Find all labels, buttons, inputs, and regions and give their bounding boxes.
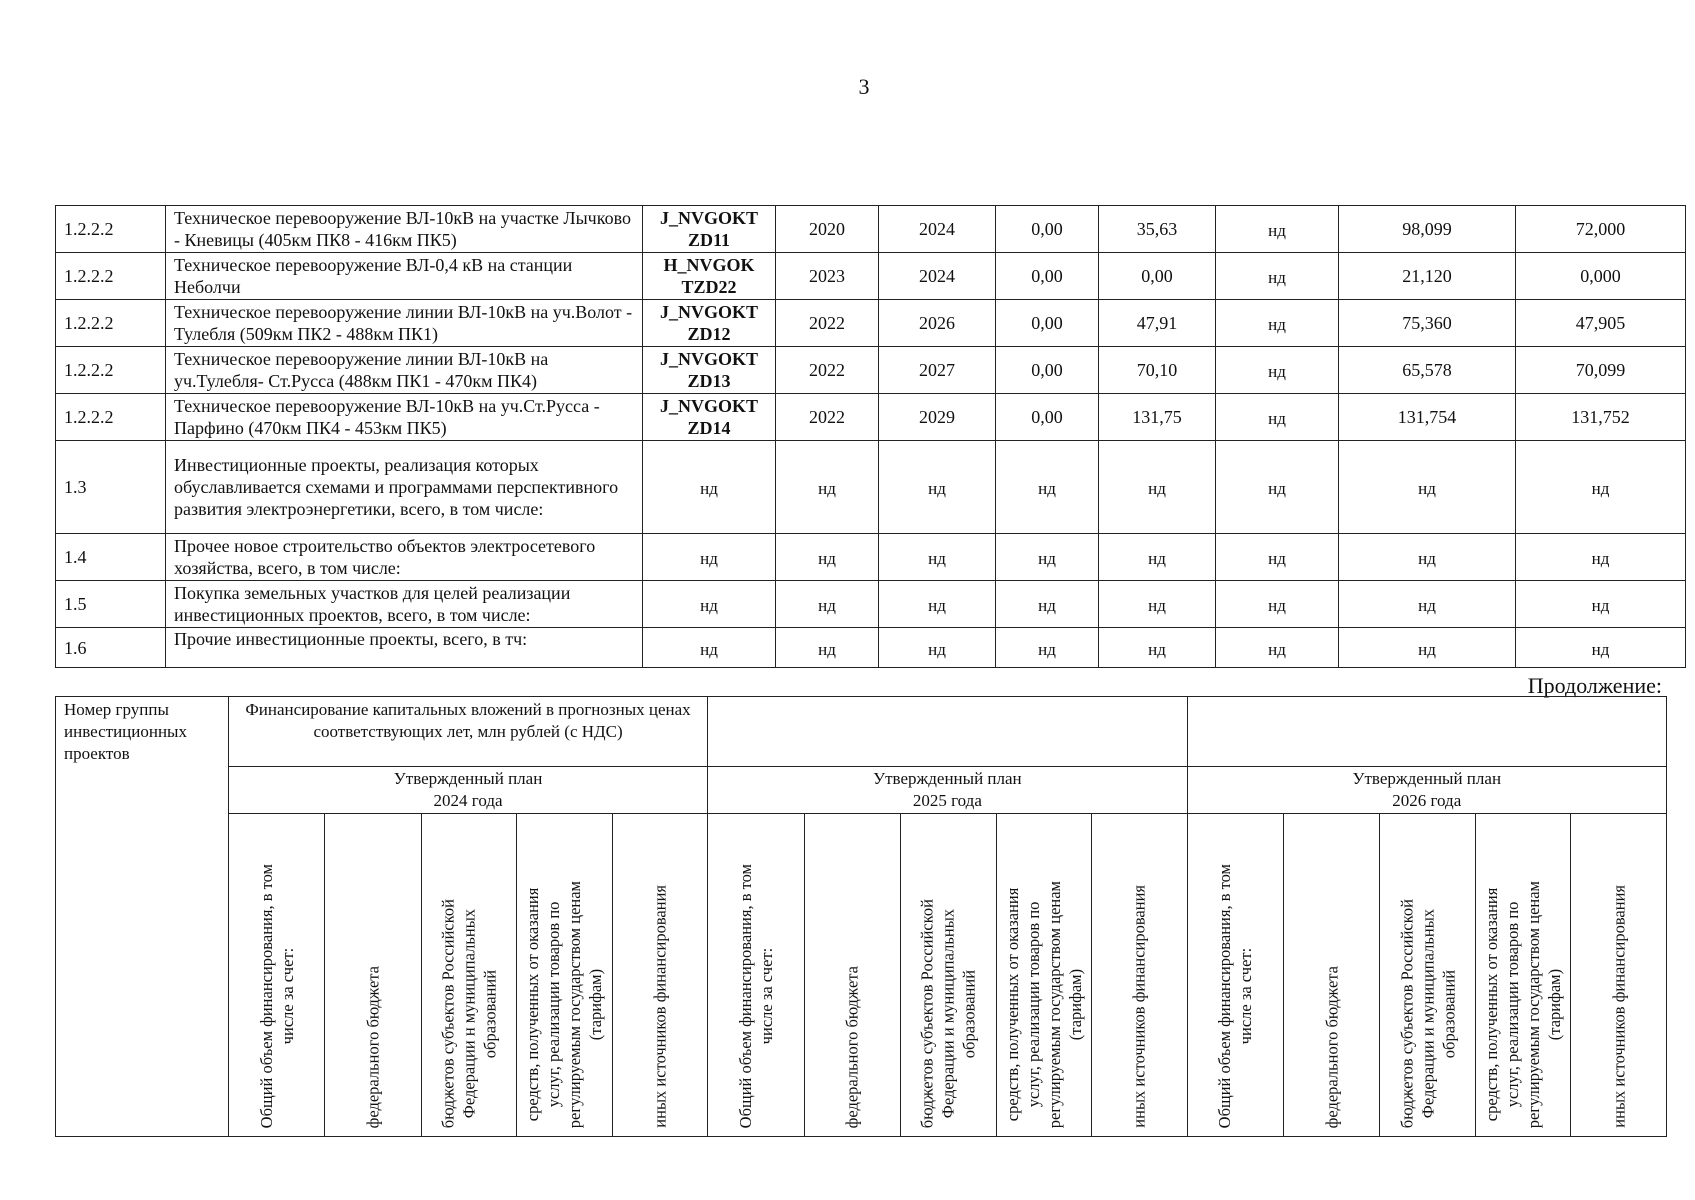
page-number: 3	[858, 74, 870, 99]
cell: 2022	[776, 347, 879, 394]
table-row	[56, 394, 1686, 441]
cell: нд	[643, 534, 776, 581]
cell: нд	[996, 628, 1099, 668]
cell: нд	[776, 581, 879, 628]
cell: нд	[776, 628, 879, 668]
cell: нд	[1216, 394, 1339, 441]
cell: 70,099	[1516, 347, 1686, 394]
project-name: Техническое перевооружение ВЛ-10кВ на участке Лычково - Кневицы (405км ПК8 - 416км ПК5)	[166, 206, 643, 253]
column-header: бюджетов субъектов Российской Федерации и муниципальных образований	[901, 814, 996, 1137]
cell: нд	[1216, 253, 1339, 300]
cell: нд	[879, 441, 996, 534]
cell: нд	[643, 628, 776, 668]
cell: 0,00	[1099, 253, 1216, 300]
financing-header: Финансирование капитальных вложений в прогнозных ценах соответствующих лет, млн рублей (с НДС)	[228, 697, 707, 767]
project-name: Прочее новое строительство объектов электросетевого хозяйства, всего, в том числе:	[166, 534, 643, 581]
empty-header	[1187, 697, 1666, 767]
cell: нд	[1099, 628, 1216, 668]
cell: 0,00	[996, 206, 1099, 253]
cell: нд	[996, 534, 1099, 581]
cell: нд	[1516, 581, 1686, 628]
column-header: средств, полученных от оказания услуг, реализации товаров по регулируемым государством ценам (тарифам)	[996, 814, 1091, 1137]
cell: нд	[1099, 441, 1216, 534]
cell: нд	[996, 441, 1099, 534]
column-header: иных источников финансирования	[1571, 814, 1667, 1137]
cell: нд	[879, 581, 996, 628]
continuation-label: Продолжение:	[1527, 673, 1662, 698]
cell: нд	[1216, 441, 1339, 534]
column-header: Общий объем финансирования, в том числе за счет:	[228, 814, 324, 1137]
cell: нд	[643, 581, 776, 628]
cell: 47,905	[1516, 300, 1686, 347]
column-header: федерального бюджета	[804, 814, 900, 1137]
column-header: бюджетов субъектов Российской Федерации и муниципальных образований	[1380, 814, 1475, 1137]
cell: 75,360	[1339, 300, 1516, 347]
cell: 2022	[776, 394, 879, 441]
project-name: Техническое перевооружение ВЛ-0,4 кВ на станции Неболчи	[166, 253, 643, 300]
table-row	[56, 253, 1686, 300]
cell: 0,00	[996, 347, 1099, 394]
cell: нд	[879, 534, 996, 581]
cell: 2027	[879, 347, 996, 394]
cell: нд	[776, 534, 879, 581]
cell: нд	[1216, 347, 1339, 394]
cell: 98,099	[1339, 206, 1516, 253]
cell: 2029	[879, 394, 996, 441]
row-number: 1.2.2.2	[56, 394, 166, 441]
cell: нд	[1516, 441, 1686, 534]
column-header: иных источников финансирования	[612, 814, 708, 1137]
row-number: 1.4	[56, 534, 166, 581]
plan-header-2025: Утвержденный план 2025 года	[708, 767, 1187, 814]
cell: нд	[1339, 581, 1516, 628]
project-code: J_NVGOKT ZD11	[643, 206, 776, 253]
table-row	[56, 347, 1686, 394]
cell: нд	[1339, 628, 1516, 668]
column-header: Общий объем финансирования, в том числе за счет:	[1187, 814, 1283, 1137]
row-number: 1.5	[56, 581, 166, 628]
cell: нд	[879, 628, 996, 668]
cell: 35,63	[1099, 206, 1216, 253]
table-row	[56, 300, 1686, 347]
row-number: 1.3	[56, 441, 166, 534]
cell: нд	[1516, 534, 1686, 581]
cell: 2023	[776, 253, 879, 300]
cell: 0,00	[996, 253, 1099, 300]
cell: 0,00	[996, 394, 1099, 441]
table-row	[56, 628, 1686, 668]
cell: 2022	[776, 300, 879, 347]
row-number: 1.6	[56, 628, 166, 668]
cell: 2026	[879, 300, 996, 347]
table-row	[56, 581, 1686, 628]
project-name: Техническое перевооружение линии ВЛ-10кВ на уч.Тулебля- Ст.Русса (488км ПК1 - 470км ПК4)	[166, 347, 643, 394]
projects-table	[55, 205, 1686, 668]
column-header: иных источников финансирования	[1092, 814, 1187, 1137]
cell: 65,578	[1339, 347, 1516, 394]
cell: нд	[643, 441, 776, 534]
project-code: J_NVGOKT ZD12	[643, 300, 776, 347]
column-header: федерального бюджета	[325, 814, 421, 1137]
cell: 131,752	[1516, 394, 1686, 441]
plan-header-2026: Утвержденный план 2026 года	[1187, 767, 1666, 814]
cell: 2020	[776, 206, 879, 253]
project-code: H_NVGOK TZD22	[643, 253, 776, 300]
cell: 21,120	[1339, 253, 1516, 300]
cell: нд	[1216, 300, 1339, 347]
table-row	[56, 534, 1686, 581]
row-number: 1.2.2.2	[56, 253, 166, 300]
row-number: 1.2.2.2	[56, 206, 166, 253]
cell: нд	[1339, 441, 1516, 534]
row-number: 1.2.2.2	[56, 347, 166, 394]
cell: 70,10	[1099, 347, 1216, 394]
cell: нд	[1216, 534, 1339, 581]
cell: нд	[1516, 628, 1686, 668]
empty-header	[708, 697, 1187, 767]
cell: нд	[1216, 628, 1339, 668]
financing-header-table	[55, 696, 1667, 1137]
table-row	[56, 441, 1686, 534]
project-name: Прочие инвестиционные проекты, всего, в тч:	[166, 628, 643, 668]
plan-header-2024: Утвержденный план 2024 года	[228, 767, 707, 814]
cell: нд	[996, 581, 1099, 628]
project-name: Техническое перевооружение ВЛ-10кВ на уч.Ст.Русса - Парфино (470км ПК4 - 453км ПК5)	[166, 394, 643, 441]
cell: 0,000	[1516, 253, 1686, 300]
cell: нд	[1216, 581, 1339, 628]
project-code: J_NVGOKT ZD14	[643, 394, 776, 441]
cell: 2024	[879, 206, 996, 253]
project-name: Покупка земельных участков для целей реализации инвестиционных проектов, всего, в том числе:	[166, 581, 643, 628]
column-header: Общий объем финансирования, в том числе за счет:	[708, 814, 804, 1137]
project-name: Техническое перевооружение линии ВЛ-10кВ на уч.Волот - Тулебля (509км ПК2 - 488км ПК1)	[166, 300, 643, 347]
cell: нд	[1339, 534, 1516, 581]
cell: нд	[776, 441, 879, 534]
column-header: федерального бюджета	[1284, 814, 1380, 1137]
column-header: средств, полученных от оказания услуг, реализации товаров по регулируемым государством ценам (тарифам)	[1475, 814, 1570, 1137]
cell: 2024	[879, 253, 996, 300]
cell: 0,00	[996, 300, 1099, 347]
cell: нд	[1216, 206, 1339, 253]
table-row	[56, 206, 1686, 253]
cell: нд	[1099, 581, 1216, 628]
cell: 47,91	[1099, 300, 1216, 347]
row-number: 1.2.2.2	[56, 300, 166, 347]
group-number-header: Номер группы инвестиционных проектов	[56, 697, 229, 1137]
cell: 131,754	[1339, 394, 1516, 441]
column-header: бюджетов субъектов Российской Федерации н муниципальных образований	[421, 814, 516, 1137]
cell: нд	[1099, 534, 1216, 581]
project-name: Инвестиционные проекты, реализация которых обуславливается схемами и программами перспективного развития электроэнергетики, всего, в том числе:	[166, 441, 643, 534]
cell: 72,000	[1516, 206, 1686, 253]
project-code: J_NVGOKT ZD13	[643, 347, 776, 394]
cell: 131,75	[1099, 394, 1216, 441]
column-header: средств, полученных от оказания услуг, реализации товаров по регулируемым государством ценам (тарифам)	[517, 814, 612, 1137]
